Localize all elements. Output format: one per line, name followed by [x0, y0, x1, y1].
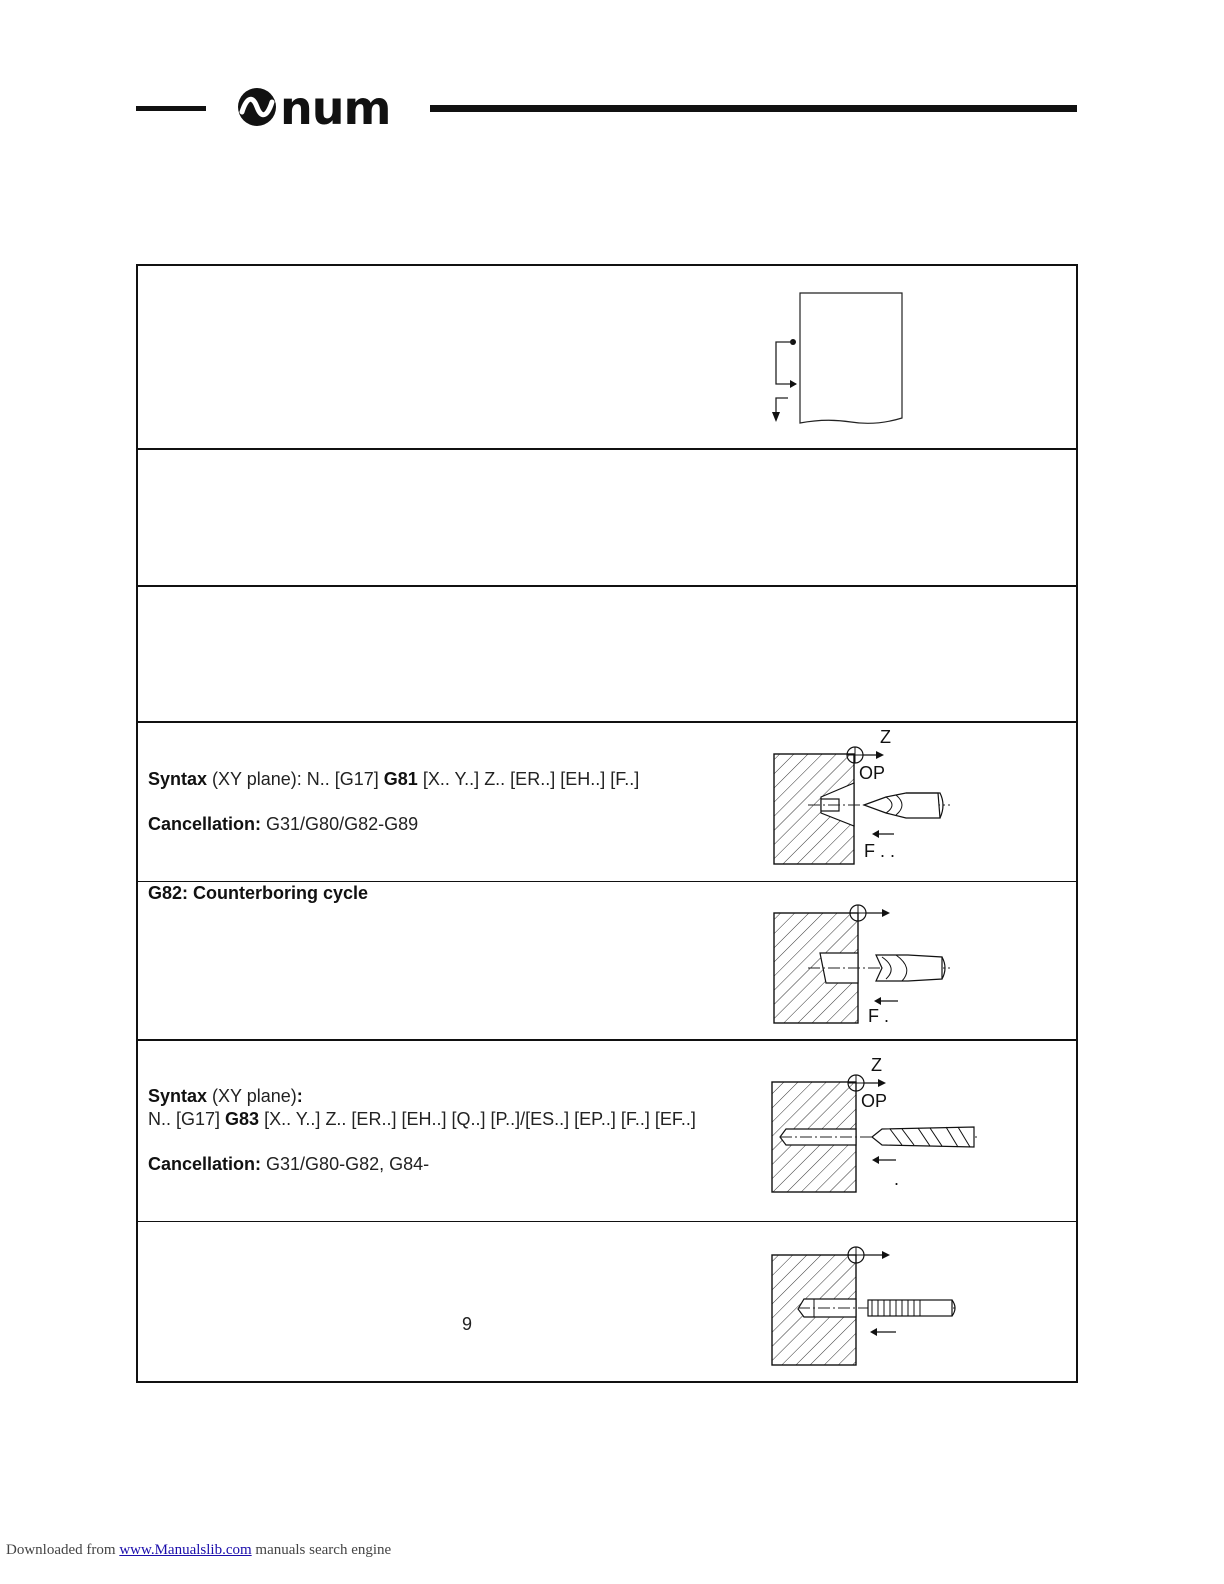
- g83-syntax-colon: :: [296, 1086, 303, 1106]
- g83-op-label: OP: [861, 1091, 888, 1111]
- table-row-g83: [138, 1041, 1076, 1222]
- g82-counterboring-diagram: [768, 897, 988, 1037]
- header-rule-right: [430, 105, 1077, 112]
- g83-line2-rest: [X.. Y..] Z.. [ER..] [EH..] [Q..] [P..]/[ES..] [EP..] [F..] [EF..]: [259, 1109, 696, 1129]
- g81-feed-label: F . .: [864, 841, 895, 861]
- table-row-g82: [138, 882, 1076, 1041]
- g81-cancel-line: [148, 813, 418, 835]
- table-row-2: [138, 450, 1076, 587]
- table-row-g84: [138, 1222, 1076, 1381]
- g83-syntax-detail: [148, 1108, 696, 1130]
- g83-cancel-value: G31/G80-G82, G84-: [261, 1154, 430, 1174]
- g81-cancel-value: G31/G80/G82-G89: [261, 814, 419, 834]
- g81-syntax-plane: (XY plane): N.. [G17]: [207, 769, 384, 789]
- g83-line2-pre: N.. [G17]: [148, 1109, 226, 1129]
- num-wave-icon: [238, 88, 276, 126]
- page-number: 9: [462, 1314, 473, 1334]
- g83-syntax-plane: (XY plane): [207, 1086, 297, 1106]
- table-row-1: [138, 266, 1076, 450]
- g81-syntax-label: Syntax: [148, 769, 208, 789]
- g82-title: G82: Counterboring cycle: [148, 883, 369, 903]
- footer-prefix: Downloaded from: [6, 1542, 120, 1558]
- g81-syntax-line: [148, 768, 639, 790]
- download-footer: [6, 1542, 391, 1559]
- table-row-3: [138, 587, 1076, 723]
- g83-cancel-label: Cancellation:: [148, 1154, 262, 1174]
- g83-axis-z: Z: [871, 1055, 882, 1075]
- g81-code: G81: [383, 769, 418, 789]
- g83-deep-drilling-diagram: [768, 1041, 998, 1216]
- num-logo: [236, 84, 401, 130]
- header-rule-left: [136, 106, 206, 111]
- g83-cancel-line: [148, 1153, 429, 1175]
- g81-drilling-diagram: [768, 723, 988, 873]
- footer-suffix: manuals search engine: [251, 1542, 392, 1558]
- g83-code: G83: [225, 1109, 260, 1129]
- g83-syntax-label: Syntax: [148, 1086, 208, 1106]
- manualslib-link[interactable]: www.Manualslib.com: [119, 1542, 252, 1558]
- g81-op-label: OP: [859, 763, 886, 783]
- g81-cancel-label: Cancellation:: [148, 814, 262, 834]
- g82-feed-label: F .: [868, 1006, 889, 1026]
- logo-text: num: [280, 84, 391, 130]
- cycle-table: [136, 264, 1078, 1383]
- g83-syntax-line: [148, 1085, 303, 1107]
- g83-feed-dot: .: [894, 1169, 900, 1189]
- table-row-g81: [138, 723, 1076, 882]
- cycle-diagram-1: [766, 292, 906, 432]
- g84-tapping-diagram: [768, 1237, 998, 1372]
- g81-axis-z: Z: [880, 727, 891, 747]
- g81-syntax-rest: [X.. Y..] Z.. [ER..] [EH..] [F..]: [417, 769, 640, 789]
